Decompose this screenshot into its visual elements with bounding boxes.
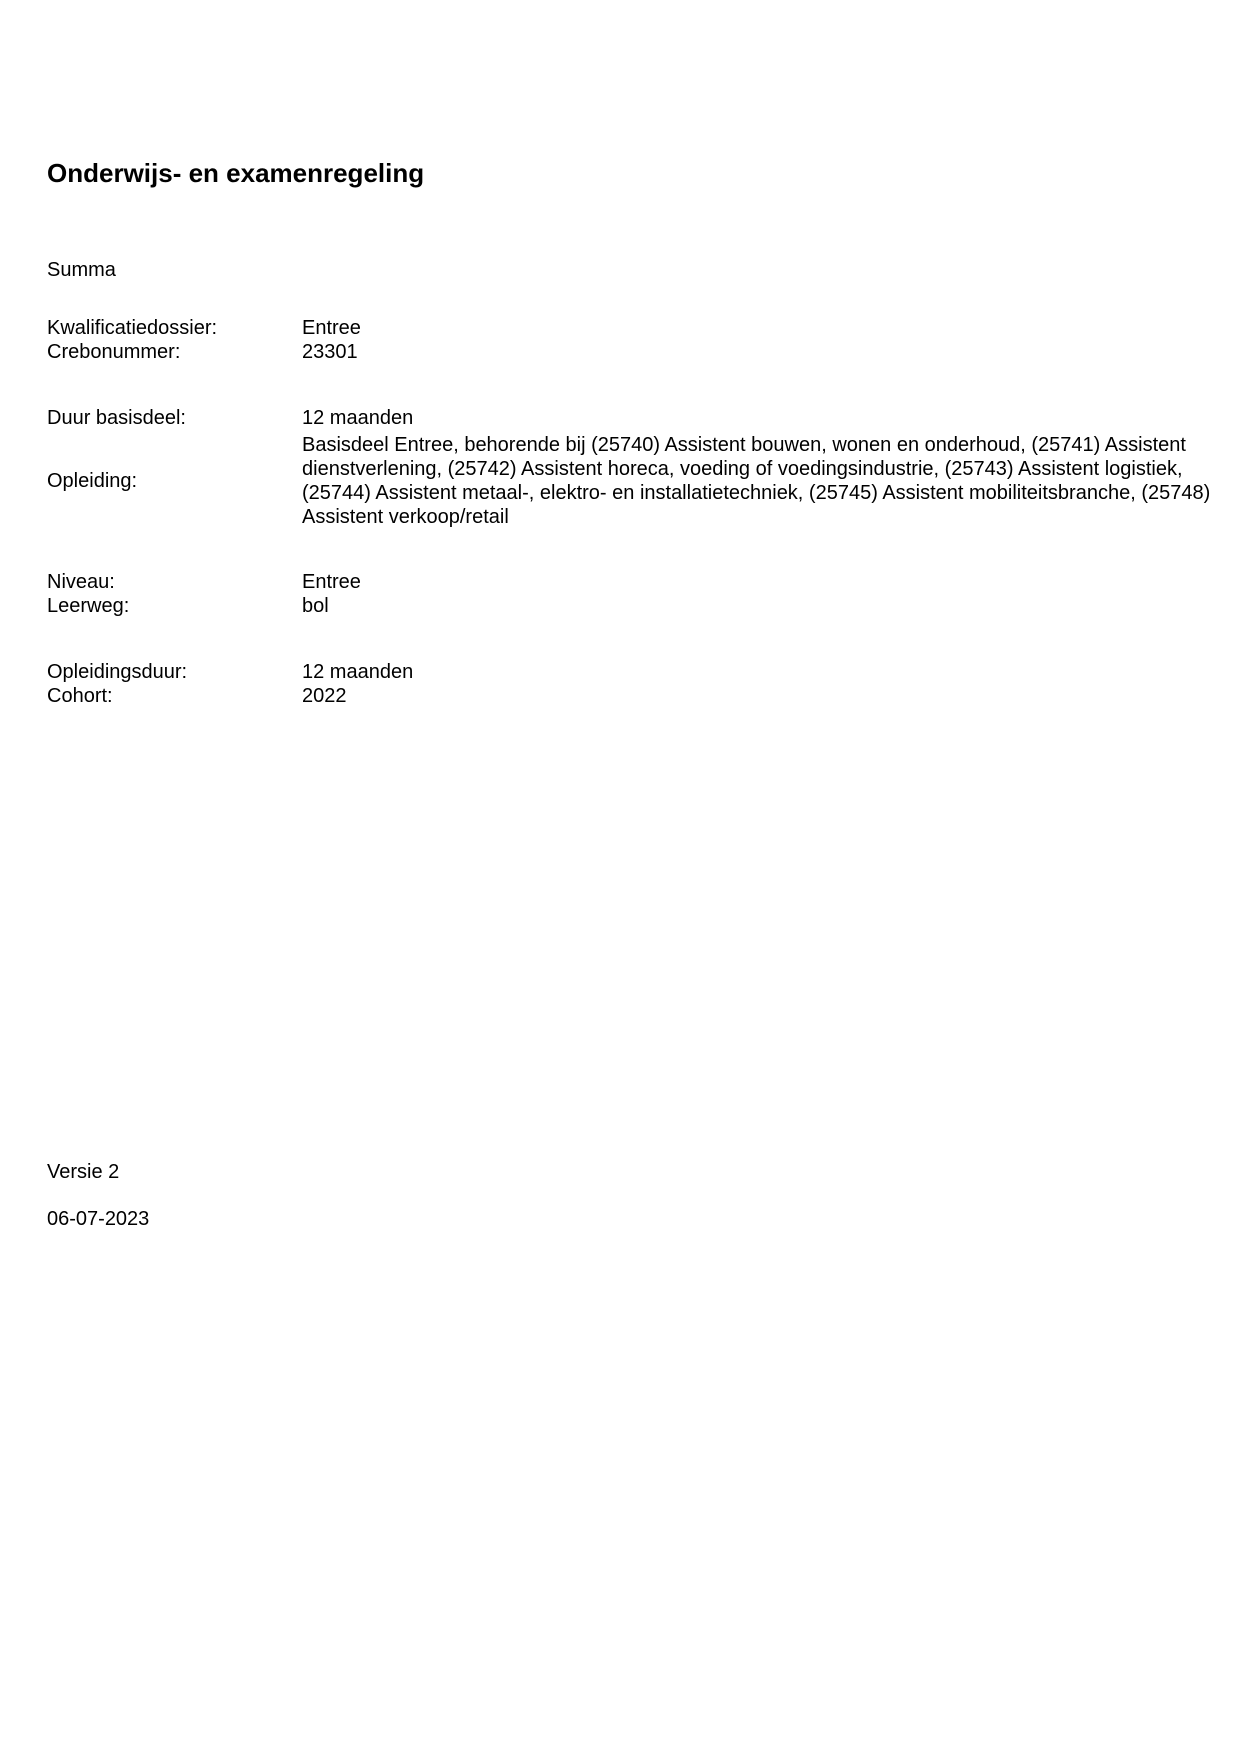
field-group-duur-cohort <box>47 660 1224 708</box>
field-value: 2022 <box>302 685 347 707</box>
field-label: Opleidingsduur: <box>47 661 188 683</box>
field-row <box>47 433 1224 529</box>
version-label: Versie 2 <box>47 1161 120 1183</box>
document-date: 06-07-2023 <box>47 1208 150 1230</box>
field-row <box>47 570 1224 594</box>
field-label: Kwalificatiedossier: <box>47 317 218 339</box>
field-row <box>47 406 1224 430</box>
field-value: bol <box>302 595 329 617</box>
field-value: 12 maanden <box>302 407 414 429</box>
field-row <box>47 684 1224 708</box>
field-group-kwalificatie <box>47 316 1224 364</box>
organization-name: Summa <box>47 259 116 281</box>
field-label: Niveau: <box>47 571 115 593</box>
field-value: 12 maanden <box>302 661 414 683</box>
field-value: 23301 <box>302 341 358 363</box>
field-value: Entree <box>302 571 361 593</box>
field-row <box>47 316 1224 340</box>
field-value: Entree <box>302 317 361 339</box>
field-label: Cohort: <box>47 685 113 707</box>
field-row <box>47 594 1224 618</box>
field-row <box>47 660 1224 684</box>
field-label: Opleiding: <box>47 470 138 492</box>
field-label: Crebonummer: <box>47 341 181 363</box>
field-label: Duur basisdeel: <box>47 407 186 429</box>
field-label: Leerweg: <box>47 595 130 617</box>
field-row <box>47 340 1224 364</box>
field-group-niveau <box>47 570 1224 618</box>
field-value: Basisdeel Entree, behorende bij (25740) Assistent bouwen, wonen en onderhoud, (25741) Assistent dienstverlening, (25742) Assistent horeca, voeding of voedingsindustrie, (25743) Assistent logistiek, (25744) Assistent metaal-, elektro- en installatietechniek, (25745) Assistent mobiliteitsbranche, (25748) Assistent verkoop/retail <box>302 434 1211 528</box>
page-title: Onderwijs- en examenregeling <box>47 158 425 189</box>
field-group-opleiding <box>47 406 1224 529</box>
